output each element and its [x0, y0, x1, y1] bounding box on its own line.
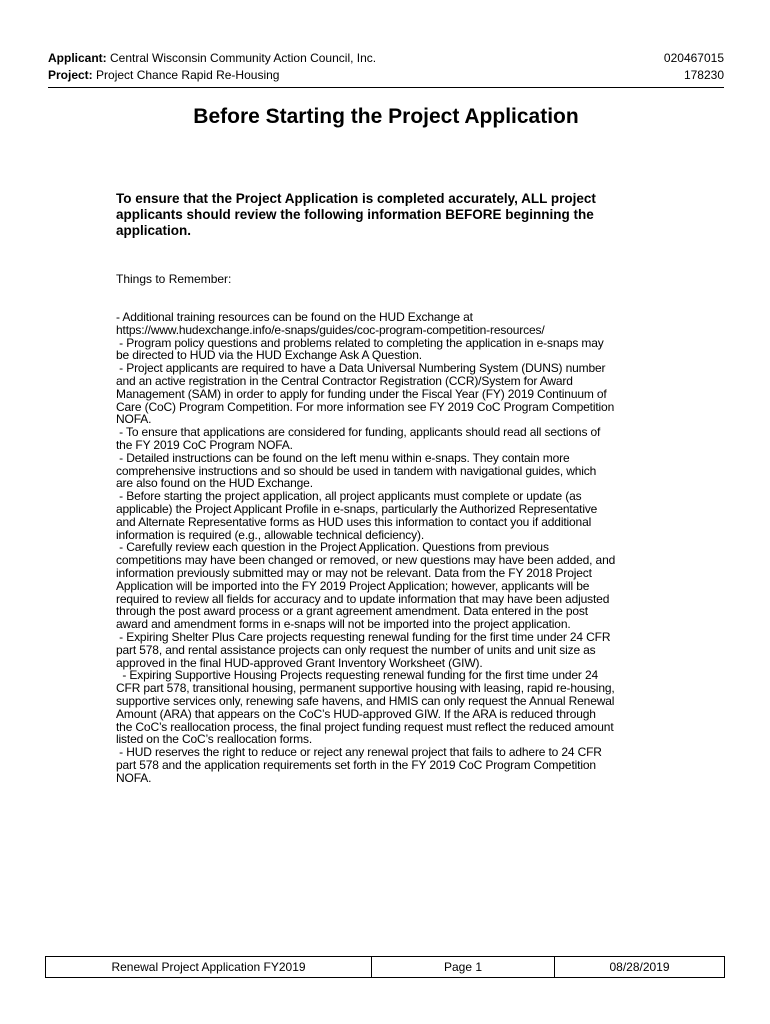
- body-line: - To ensure that applications are considered for funding, applicants should read all sections of: [116, 425, 601, 440]
- body-line: Management (SAM) in order to apply for funding under the Fiscal Year (FY) 2019 Continuum of: [116, 386, 607, 401]
- body-line: Amount (ARA) that appears on the CoC’s HUD-approved GIW. If the ARA is reduced through: [116, 706, 596, 721]
- body-line: information previously submitted may or may not be relevant. Data from the FY 2018 Project: [116, 565, 592, 580]
- body-line: applicable) the Project Applicant Profile in e-snaps, particularly the Authorized Representative: [116, 501, 598, 516]
- body-line: Care (CoC) Program Competition. For more information see FY 2019 CoC Program Competition: [116, 399, 615, 414]
- body-line: - Expiring Shelter Plus Care projects requesting renewal funding for the first time under 24 CFR: [116, 629, 611, 644]
- body-line: part 578 and the application requirements set forth in the FY 2019 CoC Program Competition: [116, 757, 596, 772]
- project-name: Project Chance Rapid Re-Housing: [96, 68, 280, 82]
- project-id: 178230: [683, 68, 724, 82]
- things-to-remember-heading: Things to Remember:: [116, 272, 232, 286]
- applicant-info: [48, 50, 376, 67]
- body-line: competitions may have been changed or removed, or new questions may have been added, and: [116, 553, 616, 568]
- instructions-body: [116, 311, 664, 784]
- applicant-row: [48, 50, 724, 67]
- body-line: the FY 2019 CoC Program NOFA.: [116, 437, 293, 452]
- project-label: Project:: [48, 68, 93, 82]
- body-line: are also found on the HUD Exchange.: [116, 476, 313, 491]
- project-row: [48, 67, 724, 84]
- header-divider: [48, 87, 724, 88]
- body-line: and Alternate Representative forms as HUD uses this information to contact you if additional: [116, 514, 592, 529]
- body-line: part 578, and rental assistance projects can only request the number of units and unit size as: [116, 642, 596, 657]
- body-line: NOFA.: [116, 770, 152, 785]
- body-line: - Additional training resources can be found on the HUD Exchange at: [116, 310, 473, 324]
- body-line: - HUD reserves the right to reduce or reject any renewal project that fails to adhere to 24 CFR: [116, 745, 602, 760]
- body-line: - Before starting the project application, all project applicants must complete or update (as: [116, 489, 582, 504]
- footer-date: 08/28/2019: [609, 960, 670, 974]
- body-line: supportive services only, renewing safe havens, and HMIS can only request the Annual Renewal: [116, 693, 615, 708]
- body-line: award and amendment forms in e-snaps will not be imported into the project application.: [116, 617, 571, 632]
- body-line: information is required (e.g., allowable technical deficiency).: [116, 527, 425, 542]
- intro-paragraph: To ensure that the Project Application is completed accurately, ALL project applicants should review the following information BEFORE beginning the application.: [116, 191, 596, 238]
- applicant-name: Central Wisconsin Community Action Council, Inc.: [110, 51, 377, 65]
- body-line: and an active registration in the Central Contractor Registration (CCR)/System for Award: [116, 373, 573, 388]
- page-footer: [45, 956, 725, 978]
- applicant-label: Applicant:: [48, 51, 107, 65]
- project-info: [48, 67, 279, 84]
- footer-document-name: Renewal Project Application FY2019: [46, 957, 372, 977]
- footer-page-number: Page 1: [372, 957, 555, 977]
- body-line: NOFA.: [116, 412, 152, 427]
- body-line: approved in the final HUD-approved Grant Inventory Worksheet (GIW).: [116, 655, 483, 670]
- document-header: [48, 50, 724, 84]
- body-line: the CoC’s reallocation process, the final project funding request must reflect the reduced amount: [116, 719, 614, 734]
- body-line: Application will be imported into the FY 2019 Project Application; however, applicants will be: [116, 578, 590, 593]
- body-line: be directed to HUD via the HUD Exchange Ask A Question.: [116, 348, 422, 363]
- body-line: comprehensive instructions and so should be used in tandem with navigational guides, which: [116, 463, 597, 478]
- body-line: through the post award process or a grant agreement amendment. Data entered in the post: [116, 604, 588, 619]
- body-line: - Carefully review each question in the Project Application. Questions from previous: [116, 540, 549, 555]
- body-line: - Project applicants are required to have a Data Universal Numbering System (DUNS) number: [116, 361, 606, 376]
- body-line: listed on the CoC’s reallocation forms.: [116, 732, 313, 747]
- body-line: - Program policy questions and problems related to completing the application in e-snaps may: [116, 335, 604, 350]
- applicant-id: 020467015: [663, 51, 724, 65]
- page-title: Before Starting the Project Application: [193, 105, 579, 128]
- body-line: CFR part 578, transitional housing, permanent supportive housing with leasing, rapid re-housing,: [116, 681, 615, 696]
- body-line: - Detailed instructions can be found on the left menu within e-snaps. They contain more: [116, 450, 570, 465]
- body-line: - Expiring Supportive Housing Projects requesting renewal funding for the first time under 24: [116, 668, 599, 683]
- body-line: required to review all fields for accuracy and to update information that may have been adjusted: [116, 591, 610, 606]
- body-line: https://www.hudexchange.info/e-snaps/guides/coc-program-competition-resources/: [116, 322, 545, 337]
